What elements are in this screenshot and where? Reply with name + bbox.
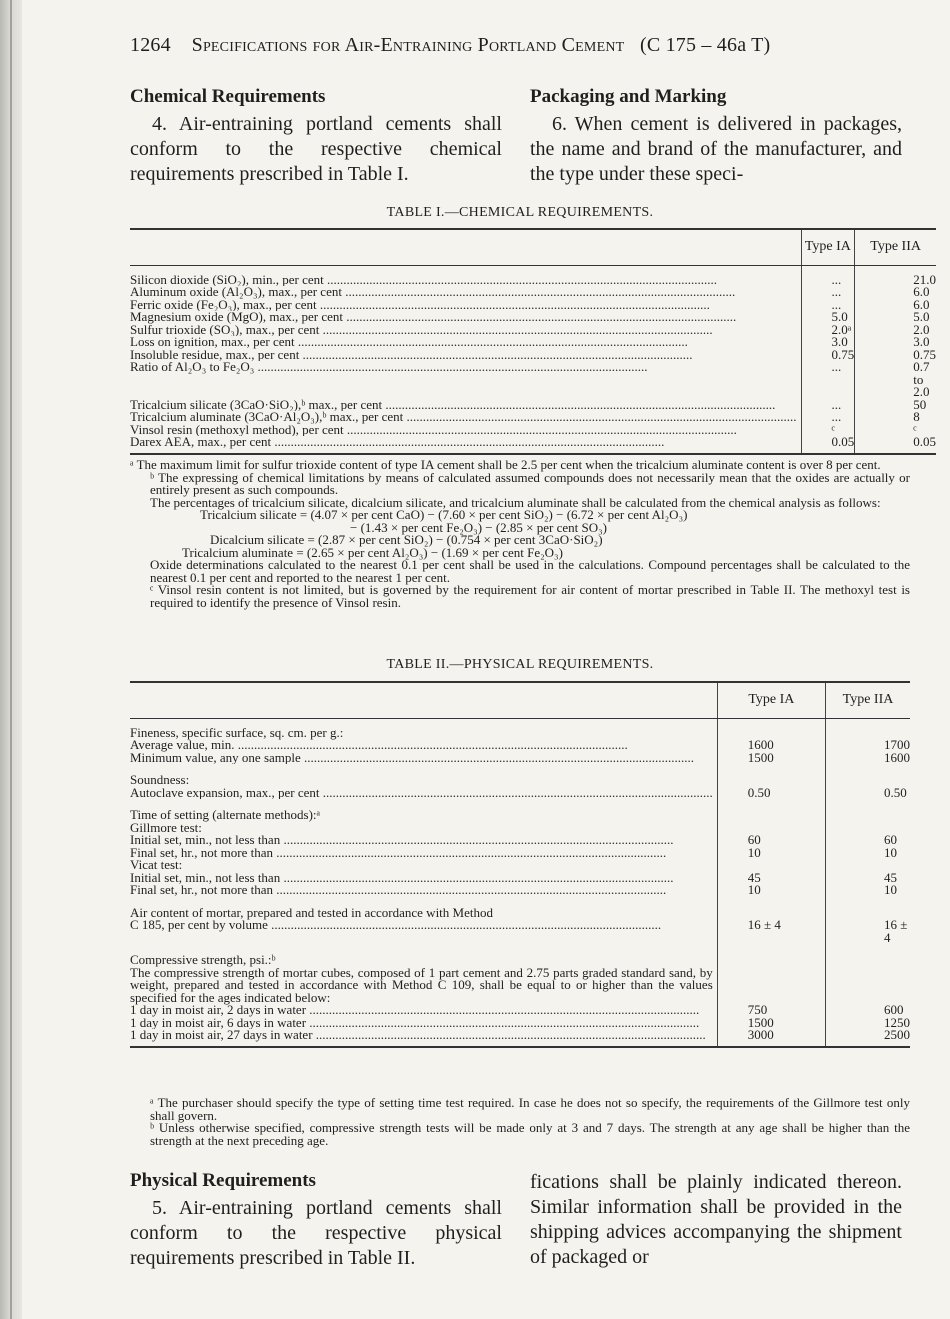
row-label: Tricalcium silicate (3CaO·SiO₂),ᵇ max., per cent ........................................................................................................................ [130, 398, 776, 411]
table1-caption: TABLE I.—CHEMICAL REQUIREMENTS. [386, 205, 654, 220]
cell-value: 60 [717, 834, 825, 847]
row-label: 1 day in moist air, 6 days in water ........................................................................................................................ [130, 1016, 700, 1029]
cell-type-iia: 21.0 [855, 265, 936, 286]
row-label: Final set, hr., not more than ........................................................................................................................ [130, 846, 667, 859]
row-label: Silicon dioxide (SiO₂), min., per cent ........................................................................................................................ [130, 271, 717, 286]
table-row [130, 311, 936, 324]
cell-value: 1500 [717, 752, 825, 765]
cell-type-ia: ... [801, 411, 855, 424]
equation-tricalcium-silicate: Tricalcium silicate = (4.07 × per cent CaO) − (7.60 × per cent SiO₂) − (6.72 × per cent Al₂O₃) [200, 507, 688, 522]
cell-type-ia: ... [801, 286, 855, 299]
row-label: Time of setting (alternate methods):ᵃ [130, 807, 321, 822]
physical-requirements-table [130, 681, 910, 1048]
cell-type-ia: ... [801, 399, 855, 412]
cell-value: 10 [826, 884, 911, 897]
row-label: Vinsol resin (methoxyl method), per cent ........................................................................................................................ [130, 423, 737, 436]
cell-type-iia: 6.0 [855, 299, 936, 312]
cell-value: 10 [717, 847, 825, 860]
equation-dicalcium-silicate: Dicalcium silicate = (2.87 × per cent SiO₂) − (0.754 × per cent 3CaO·SiO₂) [210, 532, 603, 547]
table-row [130, 265, 936, 286]
cell-value: 0.50 [826, 787, 911, 800]
section-text: fications shall be plainly indicated thereon. Similar information shall be provided in the shipping advices accompanying the shipment of packaged or [530, 1171, 902, 1268]
table-row [130, 424, 936, 437]
section-title: Physical Requirements [130, 1170, 316, 1191]
cell-value: 45 [717, 872, 825, 885]
cell-type-ia: ... [801, 265, 855, 286]
footnote-c: ᶜ Vinsol resin content is not limited, but is governed by the requirement for air content of mortar prescribed in Table II. The methoxyl test is required to identify the presence of Vinsol resin. [150, 582, 910, 610]
row-label: Minimum value, any one sample ........................................................................................................................ [130, 751, 695, 764]
equation-tricalcium-silicate-cont: − (1.43 × per cent Fe₂O₃) − (2.85 × per cent SO₃) [350, 519, 607, 535]
packaging-section [530, 86, 902, 187]
cell-value: 750 [717, 1004, 825, 1017]
footnote-a: ᵃ The maximum limit for sulfur trioxide content of type IA cement shall be 2.5 per cent when the tricalcium aluminate content is over 8 per cent. [130, 457, 881, 472]
designation: (C 175 – 46a T) [640, 34, 771, 56]
row-label: Compressive strength, psi.:ᵇ [130, 952, 276, 967]
section-title: Chemical Requirements [130, 86, 326, 107]
col-header-type-iia: Type IIA [826, 682, 911, 718]
cell-value: 60 [826, 834, 911, 847]
cell-type-iia: 0.05 [855, 436, 936, 454]
cell-value: 1250 [826, 1017, 911, 1030]
footnote-a: ᵃ The purchaser should specify the type of setting time test required. In case he does not so specify, the requirements of the Gillmore test only shall govern. [150, 1095, 910, 1123]
row-label: Ferric oxide (Fe₂O₃), max., per cent ........................................................................................................................ [130, 298, 710, 311]
table2-footnotes [130, 1097, 910, 1147]
row-label: Final set, hr., not more than ........................................................................................................................ [130, 884, 667, 897]
cell-type-iia: 5.0 [855, 311, 936, 324]
footnote-b3: Oxide determinations calculated to the nearest 0.1 per cent shall be used in the calculations. Compound percentages shall be calculated to the nearest 0.1 per cent and reported to the nearest 1 per cent. [150, 557, 910, 585]
table-row [130, 399, 936, 412]
row-label: Loss on ignition, max., per cent ........................................................................................................................ [130, 336, 688, 349]
chemical-requirements-table [130, 228, 936, 455]
table-row [130, 349, 936, 362]
cell-value: 10 [717, 884, 825, 897]
cell-type-ia: ᶜ [801, 424, 855, 437]
table-row [130, 436, 936, 454]
running-title: Specifications for Air-Entraining Portland Cement [191, 34, 625, 56]
cell-type-ia: ... [801, 299, 855, 312]
row-label: Sulfur trioxide (SO₃), max., per cent ........................................................................................................................ [130, 323, 713, 336]
cell-value: 1600 [717, 739, 825, 752]
page-number: 1264 [130, 34, 171, 56]
cell-type-iia: 6.0 [855, 286, 936, 299]
cell-type-iia: 2.0 [855, 324, 936, 337]
cell-type-iia: ᶜ [855, 424, 936, 437]
row-label: C 185, per cent by volume ........................................................................................................................ [130, 919, 662, 932]
row-label: Vicat test: [130, 857, 183, 872]
cell-value: 1600 [826, 752, 911, 765]
row-label: Insoluble residue, max., per cent ........................................................................................................................ [130, 348, 693, 361]
row-label: Darex AEA, max., per cent ........................................................................................................................ [130, 436, 801, 454]
col-header-type-ia: Type IA [717, 682, 825, 718]
table1-footnotes [130, 459, 910, 609]
cell-type-ia: ... [801, 361, 855, 399]
row-label: 1 day in moist air, 27 days in water ........................................................................................................................ [130, 1029, 717, 1047]
table-row [130, 361, 936, 399]
cell-type-iia: 0.75 [855, 349, 936, 362]
table1-body [130, 265, 936, 454]
cell-type-iia: 3.0 [855, 336, 936, 349]
cell-value: 16 ± 4 [717, 919, 825, 944]
row-label: Initial set, min., not less than ........................................................................................................................ [130, 834, 674, 847]
cell-value: 16 ± 4 [826, 919, 911, 944]
page-header [130, 34, 910, 57]
row-label: Average value, min. ........................................................................................................................ [130, 739, 628, 752]
cell-value: 2500 [826, 1029, 911, 1047]
table-row [130, 336, 936, 349]
cell-type-ia: 3.0 [801, 336, 855, 349]
table-row [130, 299, 936, 312]
row-label: Fineness, specific surface, sq. cm. per g.: [130, 724, 344, 740]
physical-requirements-section [130, 1170, 502, 1271]
row-label: Gillmore test: [130, 819, 202, 835]
table-header-blank [130, 229, 801, 265]
row-label: Tricalcium aluminate (3CaO·Al₂O₃),ᵇ max., per cent ........................................................................................................................ [130, 411, 797, 424]
binding-line [10, 0, 12, 1319]
cell-type-iia: 0.7 to 2.0 [855, 361, 936, 399]
cell-type-iia: 8 [855, 411, 936, 424]
cell-value: 3000 [717, 1029, 825, 1047]
col-header-type-iia: Type IIA [855, 229, 936, 265]
table2-body [130, 718, 910, 1047]
table-row [130, 324, 936, 337]
row-label: Autoclave expansion, max., per cent ........................................................................................................................ [130, 786, 713, 799]
table-row [130, 411, 936, 424]
footnote-b: ᵇ The expressing of chemical limitations by means of calculated assumed compounds does not necessarily mean that the oxides are actually or entirely present as such compounds. [150, 469, 910, 497]
section-text: 4. Air-entraining portland cements shall conform to the respective chemical requirements prescribed in Table I. [130, 113, 502, 185]
row-label: Initial set, min., not less than ........................................................................................................................ [130, 871, 674, 884]
table2-caption: TABLE II.—PHYSICAL REQUIREMENTS. [386, 657, 654, 672]
col-header-type-ia: Type IA [801, 229, 855, 265]
footnote-b: ᵇ Unless otherwise specified, compressive strength tests will be made only at 3 and 7 days. The strength at any age shall be higher than the strength at the next preceding age. [150, 1120, 910, 1148]
row-label: Soundness: [130, 772, 190, 787]
chemical-requirements-section [130, 86, 502, 187]
cell-type-ia: 0.75 [801, 349, 855, 362]
row-label: Magnesium oxide (MgO), max., per cent ........................................................................................................................ [130, 311, 737, 324]
cell-value: 1700 [826, 739, 911, 752]
row-label: Air content of mortar, prepared and tested in accordance with Method [130, 904, 493, 920]
equation-tricalcium-aluminate: Tricalcium aluminate = (2.65 × per cent Al₂O₃) − (1.69 × per cent Fe₂O₃) [182, 544, 563, 560]
cell-value: 45 [826, 872, 911, 885]
cell-type-ia: 2.0ᵃ [801, 324, 855, 337]
cell-value: 0.50 [717, 787, 825, 800]
cell-type-ia: 5.0 [801, 311, 855, 324]
row-label: Aluminum oxide (Al₂O₃), max., per cent ........................................................................................................................ [130, 286, 736, 299]
section-title: Packaging and Marking [530, 86, 727, 107]
row-label: 1 day in moist air, 2 days in water ........................................................................................................................ [130, 1004, 700, 1017]
footnote-b2: The percentages of tricalcium silicate, dicalcium silicate, and tricalcium aluminate shall be calculated from the chemical analysis as follows: [150, 494, 881, 510]
table-header-blank [130, 682, 717, 718]
book-binding-edge [0, 0, 22, 1319]
row-label: The compressive strength of mortar cubes, composed of 1 part cement and 2.75 parts graded standard sand, by weight, prepared and tested in accordance with Method C 109, shall be equal to or higher than the values specified for the ages indicated below: [130, 964, 713, 1005]
cell-type-iia: 50 [855, 399, 936, 412]
row-label: Ratio of Al₂O₃ to Fe₂O₃ ........................................................................................................................ [130, 361, 648, 374]
packaging-continued [530, 1170, 902, 1270]
section-text: 6. When cement is delivered in packages, the name and brand of the manufacturer, and the type under these speci- [530, 113, 902, 185]
cell-value: 600 [826, 1004, 911, 1017]
cell-value: 10 [826, 847, 911, 860]
cell-type-ia: 0.05 [801, 436, 855, 454]
cell-value: 1500 [717, 1017, 825, 1030]
section-text: 5. Air-entraining portland cements shall conform to the respective physical requirements prescribed in Table II. [130, 1197, 502, 1269]
table-row [130, 286, 936, 299]
